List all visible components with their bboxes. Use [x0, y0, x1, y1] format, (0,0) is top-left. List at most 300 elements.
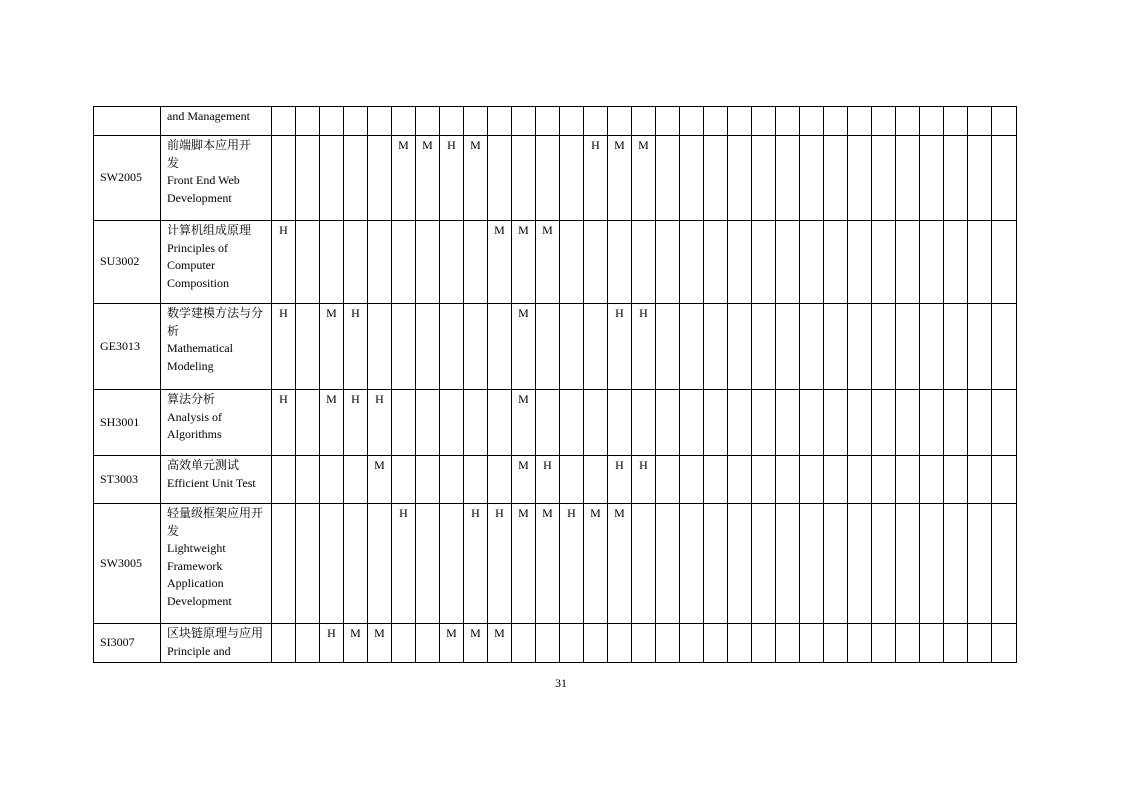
support-level-cell: M [608, 136, 632, 221]
support-level-cell [872, 624, 896, 663]
support-level-cell [344, 456, 368, 504]
support-level-cell [296, 624, 320, 663]
support-level-cell [944, 390, 968, 456]
support-level-cell [968, 390, 992, 456]
course-matrix-table [93, 106, 1017, 663]
support-level-cell [896, 304, 920, 390]
course-name-zh-line: 发 [167, 155, 180, 170]
support-level-cell [872, 221, 896, 304]
support-level-cell: H [344, 390, 368, 456]
support-level-cell [992, 107, 1017, 136]
support-level-cell [584, 456, 608, 504]
support-level-cell [680, 456, 704, 504]
support-level-cell [920, 504, 944, 624]
support-level-cell [920, 624, 944, 663]
support-level-cell [320, 221, 344, 304]
table-row [94, 107, 1017, 136]
support-level-cell [728, 456, 752, 504]
course-code-cell: SH3001 [94, 390, 161, 456]
support-level-cell [536, 624, 560, 663]
support-level-cell [560, 456, 584, 504]
support-level-cell [800, 221, 824, 304]
support-level-cell [920, 136, 944, 221]
support-level-cell: H [272, 221, 296, 304]
support-level-cell [368, 107, 392, 136]
support-level-cell [824, 107, 848, 136]
support-level-cell [656, 221, 680, 304]
support-level-cell [896, 221, 920, 304]
table-row [94, 456, 1017, 504]
support-level-cell [656, 456, 680, 504]
support-level-cell [272, 456, 296, 504]
support-level-cell [872, 390, 896, 456]
support-level-cell [680, 304, 704, 390]
support-level-cell: H [632, 304, 656, 390]
support-level-cell [944, 504, 968, 624]
support-level-cell [992, 624, 1017, 663]
support-level-cell [296, 504, 320, 624]
support-level-cell [728, 624, 752, 663]
support-level-cell [824, 504, 848, 624]
support-level-cell [872, 304, 896, 390]
support-level-cell [704, 136, 728, 221]
support-level-cell [776, 136, 800, 221]
course-name-en-line: Computer [167, 258, 215, 272]
support-level-cell [320, 456, 344, 504]
support-level-cell [824, 304, 848, 390]
support-level-cell [440, 304, 464, 390]
course-name-en-line: Algorithms [167, 427, 222, 441]
support-level-cell [560, 107, 584, 136]
support-level-cell [440, 390, 464, 456]
support-level-cell: M [416, 136, 440, 221]
support-level-cell [296, 107, 320, 136]
support-level-cell [872, 107, 896, 136]
course-name-en-line: Composition [167, 275, 230, 290]
support-level-cell [392, 456, 416, 504]
course-matrix-body [94, 107, 1017, 663]
course-code-cell: SU3002 [94, 221, 161, 304]
support-level-cell [632, 390, 656, 456]
course-name-en-line: Principles of [167, 240, 228, 255]
support-level-cell [752, 456, 776, 504]
support-level-cell [656, 304, 680, 390]
support-level-cell [920, 456, 944, 504]
support-level-cell [608, 624, 632, 663]
support-level-cell [656, 107, 680, 136]
table-row [94, 136, 1017, 221]
support-level-cell [416, 624, 440, 663]
support-level-cell [968, 304, 992, 390]
support-level-cell [776, 221, 800, 304]
support-level-cell: M [512, 456, 536, 504]
support-level-cell: M [320, 390, 344, 456]
course-name-zh-line: 计算机组成原理 [167, 223, 252, 237]
support-level-cell [992, 504, 1017, 624]
support-level-cell [848, 504, 872, 624]
support-level-cell: H [440, 136, 464, 221]
support-level-cell [944, 456, 968, 504]
support-level-cell: M [368, 624, 392, 663]
support-level-cell [488, 304, 512, 390]
support-level-cell [992, 456, 1017, 504]
course-name-cell [161, 107, 272, 136]
course-name-en-line: Efficient Unit Test [167, 475, 256, 490]
course-name-cell [161, 456, 272, 504]
support-level-cell [608, 390, 632, 456]
support-level-cell [752, 221, 776, 304]
support-level-cell: M [584, 504, 608, 624]
support-level-cell [440, 504, 464, 624]
support-level-cell: M [392, 136, 416, 221]
course-code-cell: SI3007 [94, 624, 161, 663]
course-name-en-line: Application [167, 576, 224, 590]
course-name-cell [161, 390, 272, 456]
support-level-cell [872, 136, 896, 221]
support-level-cell [824, 390, 848, 456]
support-level-cell [776, 624, 800, 663]
support-level-cell: M [608, 504, 632, 624]
support-level-cell [968, 136, 992, 221]
support-level-cell: M [512, 504, 536, 624]
support-level-cell [704, 221, 728, 304]
support-level-cell [872, 456, 896, 504]
support-level-cell [272, 136, 296, 221]
support-level-cell: H [392, 504, 416, 624]
support-level-cell [440, 221, 464, 304]
support-level-cell [968, 221, 992, 304]
course-name-en-line: Lightweight [167, 541, 226, 555]
support-level-cell [344, 136, 368, 221]
support-level-cell [632, 624, 656, 663]
support-level-cell [848, 136, 872, 221]
support-level-cell: H [608, 456, 632, 504]
support-level-cell [728, 304, 752, 390]
support-level-cell [704, 304, 728, 390]
support-level-cell [272, 107, 296, 136]
support-level-cell [848, 304, 872, 390]
support-level-cell [536, 136, 560, 221]
support-level-cell [848, 221, 872, 304]
support-level-cell: M [536, 221, 560, 304]
table-row [94, 304, 1017, 390]
support-level-cell: H [464, 504, 488, 624]
support-level-cell: H [584, 136, 608, 221]
course-name-zh-line: 析 [167, 323, 180, 338]
support-level-cell [920, 304, 944, 390]
support-level-cell [896, 504, 920, 624]
support-level-cell: H [368, 390, 392, 456]
support-level-cell [800, 456, 824, 504]
support-level-cell [944, 136, 968, 221]
support-level-cell [896, 136, 920, 221]
support-level-cell [800, 624, 824, 663]
support-level-cell: M [512, 221, 536, 304]
support-level-cell [584, 107, 608, 136]
course-name-zh-line: 前端脚本应用开 [167, 138, 252, 152]
support-level-cell [728, 504, 752, 624]
support-level-cell [560, 136, 584, 221]
support-level-cell [296, 221, 320, 304]
support-level-cell [560, 304, 584, 390]
course-name-en-line: Analysis of [167, 409, 222, 424]
support-level-cell [680, 136, 704, 221]
course-name-en-line: Front End Web [167, 173, 240, 187]
course-name-cell [161, 304, 272, 390]
support-level-cell [992, 304, 1017, 390]
support-level-cell [944, 624, 968, 663]
support-level-cell [776, 390, 800, 456]
support-level-cell: H [488, 504, 512, 624]
support-level-cell: M [368, 456, 392, 504]
support-level-cell [344, 221, 368, 304]
support-level-cell [296, 304, 320, 390]
support-level-cell: H [320, 624, 344, 663]
support-level-cell [656, 390, 680, 456]
support-level-cell [584, 221, 608, 304]
support-level-cell [680, 221, 704, 304]
support-level-cell [392, 221, 416, 304]
support-level-cell [752, 107, 776, 136]
support-level-cell: H [272, 390, 296, 456]
support-level-cell [632, 504, 656, 624]
support-level-cell: M [488, 221, 512, 304]
table-row [94, 390, 1017, 456]
support-level-cell [824, 136, 848, 221]
course-name-en-line: Framework [167, 558, 223, 573]
table-row [94, 221, 1017, 304]
support-level-cell: H [344, 304, 368, 390]
support-level-cell [464, 456, 488, 504]
support-level-cell [800, 107, 824, 136]
support-level-cell [896, 390, 920, 456]
support-level-cell [704, 107, 728, 136]
course-name-cell [161, 136, 272, 221]
support-level-cell [656, 624, 680, 663]
support-level-cell [752, 624, 776, 663]
support-level-cell [848, 390, 872, 456]
support-level-cell [680, 390, 704, 456]
support-level-cell [752, 390, 776, 456]
support-level-cell [320, 136, 344, 221]
support-level-cell [296, 456, 320, 504]
course-name-en-line: and Management [167, 109, 250, 123]
course-code-cell: ST3003 [94, 456, 161, 504]
support-level-cell [968, 624, 992, 663]
support-level-cell [440, 456, 464, 504]
support-level-cell [992, 221, 1017, 304]
support-level-cell [440, 107, 464, 136]
support-level-cell [704, 624, 728, 663]
support-level-cell [512, 136, 536, 221]
support-level-cell [536, 390, 560, 456]
course-name-cell [161, 504, 272, 624]
support-level-cell [320, 504, 344, 624]
support-level-cell [944, 107, 968, 136]
support-level-cell [632, 221, 656, 304]
support-level-cell [680, 624, 704, 663]
support-level-cell [680, 107, 704, 136]
support-level-cell [344, 504, 368, 624]
support-level-cell [368, 136, 392, 221]
page-number: 31 [555, 676, 567, 690]
support-level-cell [824, 221, 848, 304]
support-level-cell [416, 390, 440, 456]
support-level-cell [776, 304, 800, 390]
course-name-cell [161, 221, 272, 304]
course-name-en-line: Mathematical [167, 341, 233, 355]
course-name-zh-line: 轻量级框架应用开 [167, 506, 264, 520]
support-level-cell [272, 504, 296, 624]
course-name-cell [161, 624, 272, 663]
support-level-cell: M [632, 136, 656, 221]
support-level-cell: H [272, 304, 296, 390]
support-level-cell: H [632, 456, 656, 504]
support-level-cell [368, 304, 392, 390]
support-level-cell [776, 504, 800, 624]
support-level-cell [704, 390, 728, 456]
support-level-cell [584, 304, 608, 390]
support-level-cell: M [344, 624, 368, 663]
support-level-cell [824, 456, 848, 504]
support-level-cell [896, 107, 920, 136]
support-level-cell [632, 107, 656, 136]
support-level-cell: H [608, 304, 632, 390]
support-level-cell [752, 136, 776, 221]
support-level-cell [896, 456, 920, 504]
support-level-cell [992, 136, 1017, 221]
support-level-cell [704, 456, 728, 504]
support-level-cell [368, 504, 392, 624]
course-name-zh-line: 区块链原理与应用 [167, 626, 264, 640]
support-level-cell [824, 624, 848, 663]
support-level-cell: M [320, 304, 344, 390]
support-level-cell [488, 390, 512, 456]
support-level-cell [464, 221, 488, 304]
support-level-cell [296, 390, 320, 456]
table-row [94, 504, 1017, 624]
support-level-cell [344, 107, 368, 136]
support-level-cell [560, 390, 584, 456]
support-level-cell [920, 107, 944, 136]
support-level-cell: H [560, 504, 584, 624]
support-level-cell [728, 107, 752, 136]
course-name-zh-line: 发 [167, 523, 180, 538]
support-level-cell [920, 390, 944, 456]
support-level-cell [728, 136, 752, 221]
support-level-cell [560, 221, 584, 304]
support-level-cell: M [536, 504, 560, 624]
support-level-cell [272, 624, 296, 663]
support-level-cell [728, 390, 752, 456]
support-level-cell: M [488, 624, 512, 663]
course-name-en-line: Development [167, 593, 232, 608]
support-level-cell [320, 107, 344, 136]
support-level-cell [488, 107, 512, 136]
support-level-cell [416, 107, 440, 136]
support-level-cell [680, 504, 704, 624]
support-level-cell: M [512, 304, 536, 390]
support-level-cell [968, 456, 992, 504]
support-level-cell [608, 107, 632, 136]
support-level-cell [992, 390, 1017, 456]
support-level-cell [656, 504, 680, 624]
support-level-cell [848, 456, 872, 504]
support-level-cell: H [536, 456, 560, 504]
support-level-cell [920, 221, 944, 304]
support-level-cell [416, 504, 440, 624]
support-level-cell [896, 624, 920, 663]
course-name-zh-line: 数学建模方法与分 [167, 306, 264, 320]
support-level-cell: M [440, 624, 464, 663]
support-level-cell [968, 504, 992, 624]
support-level-cell [608, 221, 632, 304]
support-level-cell [656, 136, 680, 221]
support-level-cell [848, 624, 872, 663]
support-level-cell [464, 107, 488, 136]
support-level-cell: M [512, 390, 536, 456]
course-code-cell: SW2005 [94, 136, 161, 221]
support-level-cell [848, 107, 872, 136]
support-level-cell [464, 390, 488, 456]
support-level-cell: M [464, 136, 488, 221]
course-name-zh-line: 高效单元测试 [167, 458, 240, 472]
support-level-cell [872, 504, 896, 624]
course-code-cell: SW3005 [94, 504, 161, 624]
support-level-cell [464, 304, 488, 390]
support-level-cell [392, 304, 416, 390]
support-level-cell [800, 390, 824, 456]
support-level-cell [752, 304, 776, 390]
support-level-cell [392, 624, 416, 663]
support-level-cell [944, 221, 968, 304]
support-level-cell [512, 107, 536, 136]
support-level-cell [416, 221, 440, 304]
support-level-cell [392, 390, 416, 456]
support-level-cell: M [464, 624, 488, 663]
support-level-cell [416, 304, 440, 390]
course-name-en-line: Modeling [167, 358, 214, 373]
support-level-cell [392, 107, 416, 136]
course-name-en-line: Principle and [167, 643, 231, 658]
support-level-cell [776, 107, 800, 136]
support-level-cell [944, 304, 968, 390]
support-level-cell [584, 624, 608, 663]
course-name-en-line: Development [167, 190, 232, 205]
support-level-cell [584, 390, 608, 456]
support-level-cell [536, 304, 560, 390]
support-level-cell [968, 107, 992, 136]
support-level-cell [560, 624, 584, 663]
support-level-cell [488, 456, 512, 504]
support-level-cell [488, 136, 512, 221]
support-level-cell [416, 456, 440, 504]
support-level-cell [296, 136, 320, 221]
table-row [94, 624, 1017, 663]
course-code-cell [94, 107, 161, 136]
support-level-cell [752, 504, 776, 624]
support-level-cell [704, 504, 728, 624]
support-level-cell [776, 456, 800, 504]
support-level-cell [800, 504, 824, 624]
support-level-cell [368, 221, 392, 304]
support-level-cell [512, 624, 536, 663]
support-level-cell [800, 304, 824, 390]
course-name-zh-line: 算法分析 [167, 392, 216, 406]
course-code-cell: GE3013 [94, 304, 161, 390]
support-level-cell [800, 136, 824, 221]
support-level-cell [728, 221, 752, 304]
